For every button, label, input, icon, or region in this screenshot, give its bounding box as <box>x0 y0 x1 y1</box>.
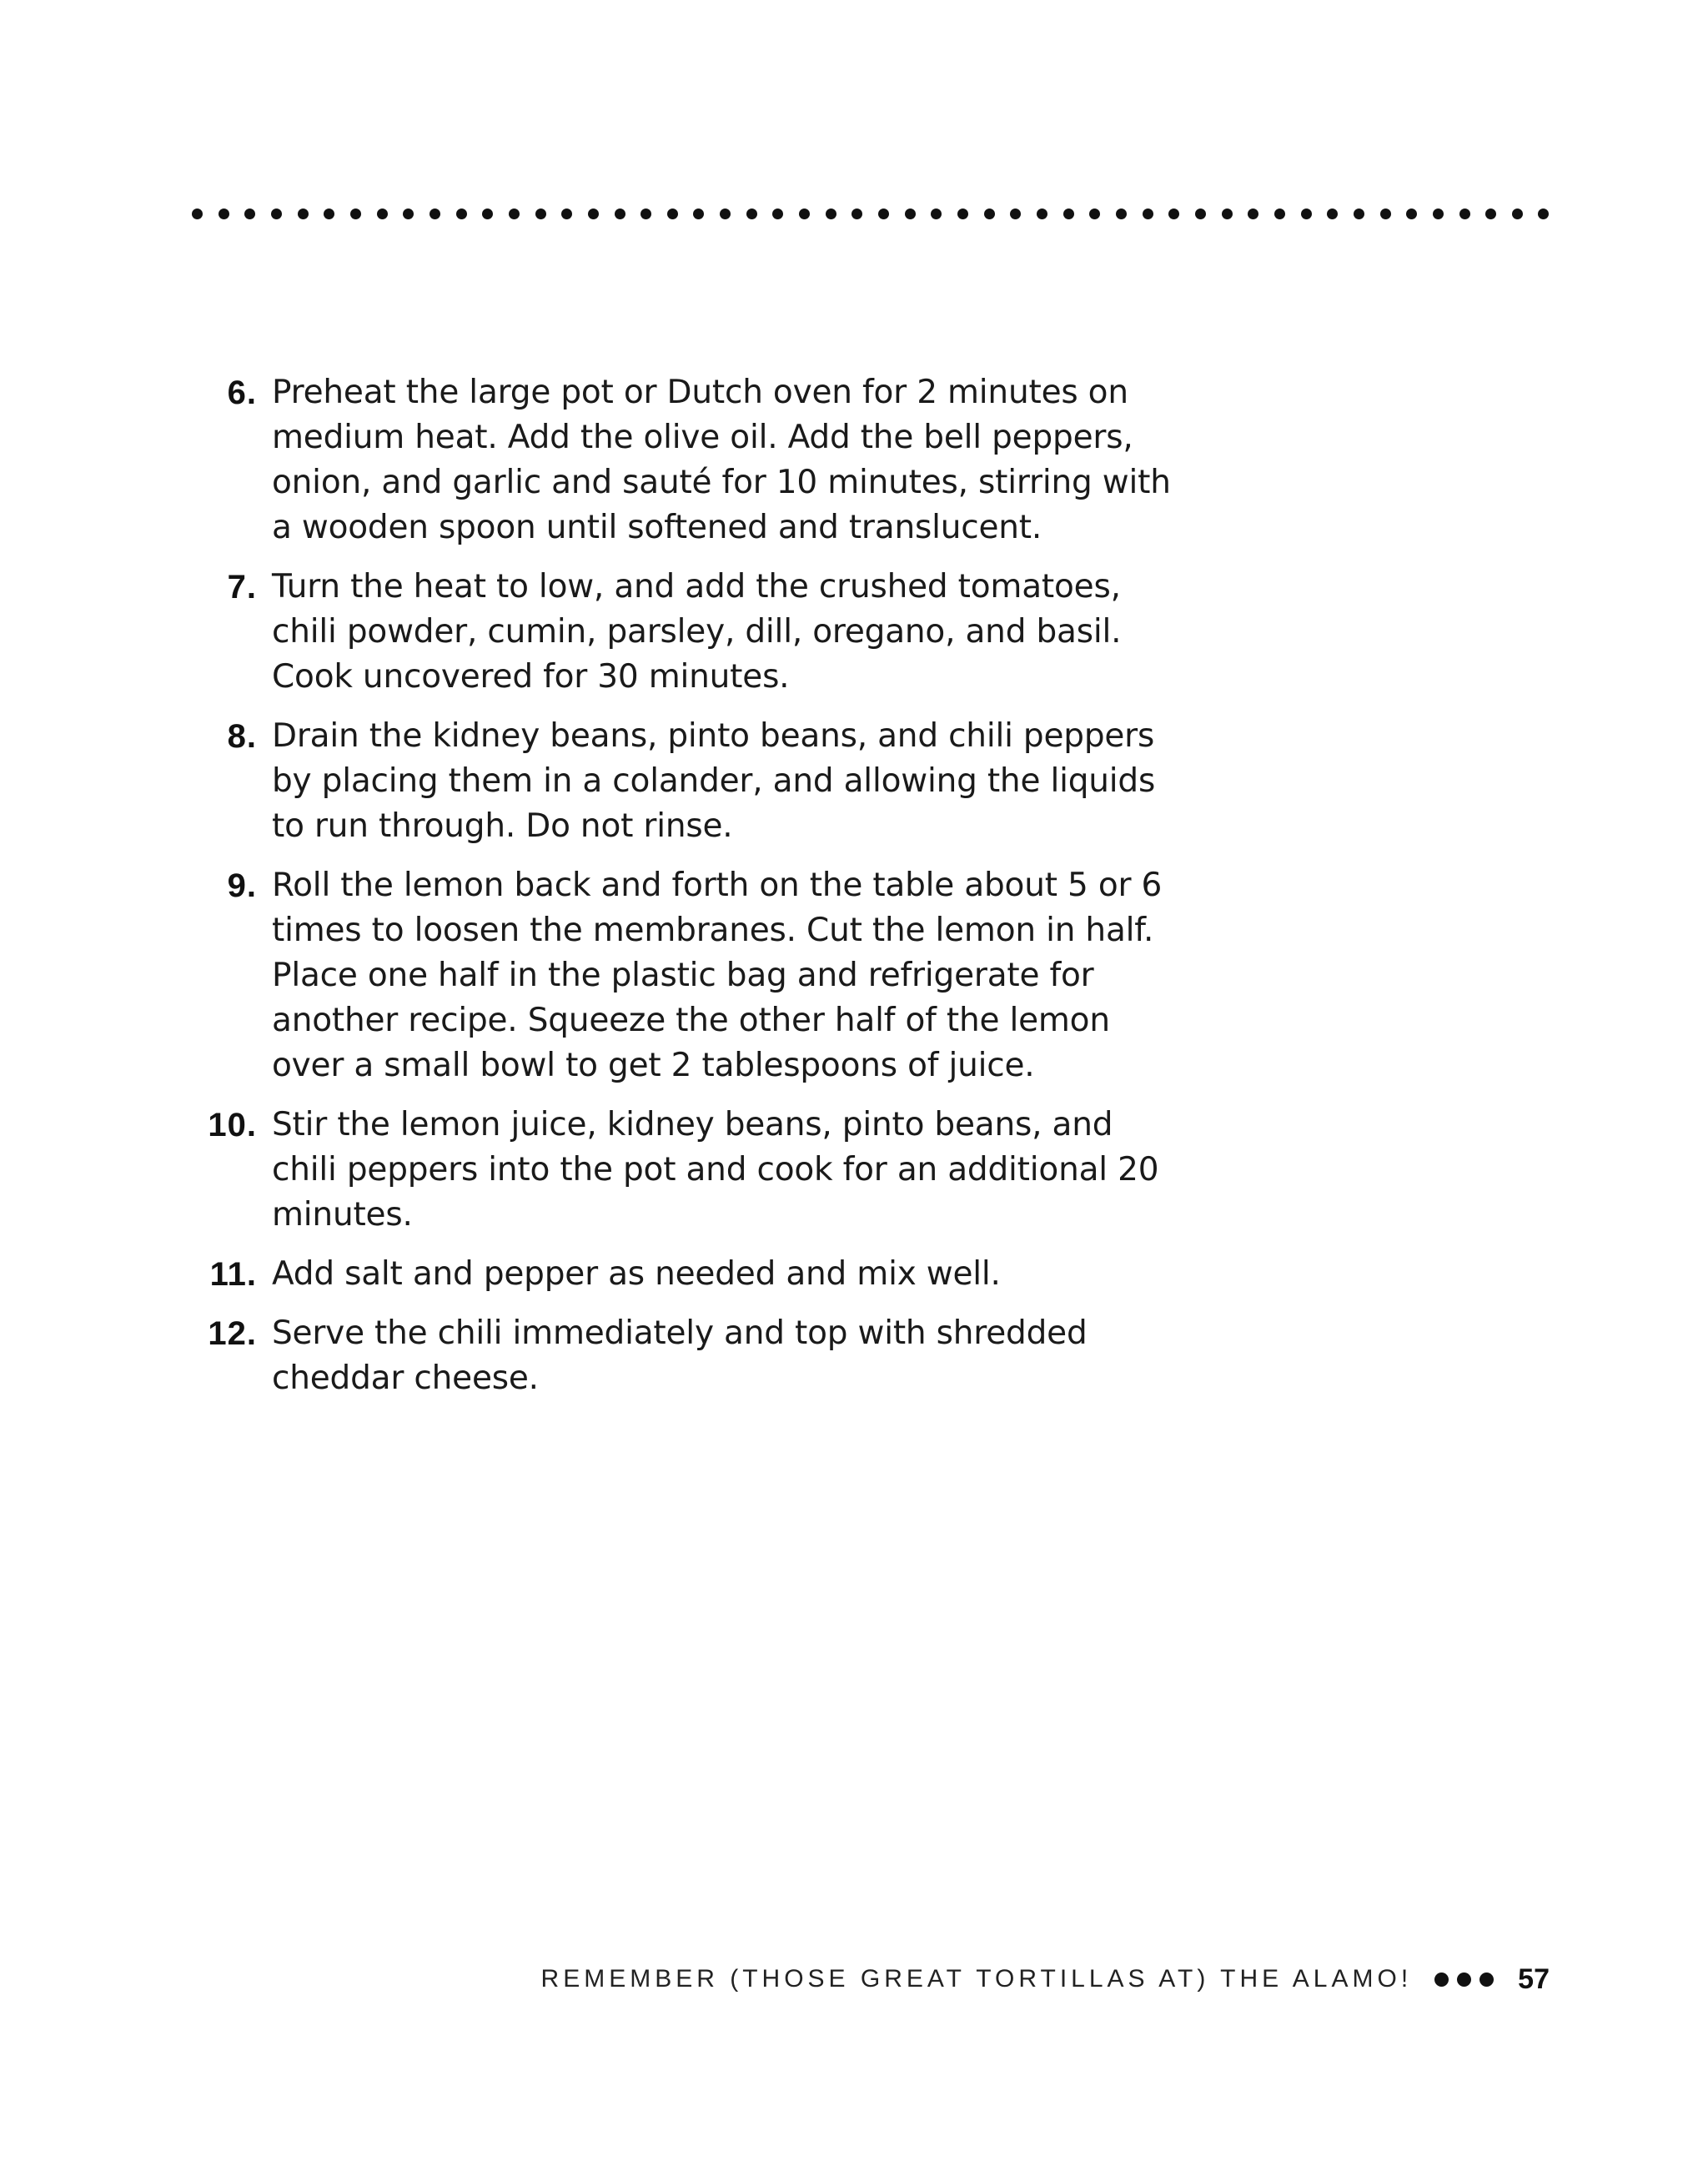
rule-dot <box>192 209 203 219</box>
step-text: Add salt and pepper as needed and mix well. <box>272 1255 1001 1293</box>
rule-dot <box>298 209 309 219</box>
instruction-step <box>190 1252 1174 1297</box>
instruction-step <box>190 1311 1174 1401</box>
rule-dot <box>1222 209 1233 219</box>
bullet-dot <box>1479 1973 1494 1987</box>
rule-dot <box>430 209 440 219</box>
rule-dot <box>1274 209 1285 219</box>
rule-dot <box>535 209 546 219</box>
rule-dot <box>984 209 995 219</box>
rule-dot <box>1037 209 1047 219</box>
bullet-dot <box>1457 1973 1471 1987</box>
step-text: Turn the heat to low, and add the crushed tomatoes, chili powder, cumin, parsley, dill, oregano, and basil. Cook uncovered for 30 minutes. <box>272 568 1122 696</box>
rule-dot <box>1406 209 1417 219</box>
rule-dot <box>1010 209 1021 219</box>
rule-dot <box>746 209 757 219</box>
step-number: 11. <box>209 1256 257 1293</box>
instruction-step <box>190 1103 1174 1238</box>
rule-dot <box>1380 209 1391 219</box>
rule-dot <box>456 209 467 219</box>
step-text: Stir the lemon juice, kidney beans, pinto beans, and chili peppers into the pot and cook for an additional 20 minutes. <box>272 1106 1159 1234</box>
instruction-step <box>190 565 1174 700</box>
rule-dot <box>667 209 678 219</box>
rule-dot <box>1354 209 1364 219</box>
rule-dot <box>878 209 889 219</box>
running-title: REMEMBER (THOSE GREAT TORTILLAS AT) THE ALAMO! <box>540 1965 1413 1993</box>
footer-dots <box>1430 1973 1498 1987</box>
rule-dot <box>640 209 651 219</box>
step-number: 6. <box>227 374 257 411</box>
rule-dot <box>588 209 599 219</box>
step-text: Drain the kidney beans, pinto beans, and chili peppers by placing them in a colander, and allowing the liquids to run through. Do not rinse. <box>272 717 1156 845</box>
rule-dot <box>957 209 968 219</box>
step-number: 10. <box>208 1107 257 1143</box>
rule-dot <box>1327 209 1338 219</box>
rule-dot <box>1063 209 1074 219</box>
rule-dot <box>1433 209 1444 219</box>
rule-dot <box>377 209 388 219</box>
decorative-dotted-rule <box>192 204 1550 224</box>
step-text: Serve the chili immediately and top with shredded cheddar cheese. <box>272 1314 1088 1397</box>
rule-dot <box>720 209 731 219</box>
step-text: Roll the lemon back and forth on the table about 5 or 6 times to loosen the membranes. Cut the lemon in half. Place one half in the plastic bag and refrigerate for another recipe. Squeeze the other half of the lemon over a small bowl to get 2 tablespoons of juice. <box>272 867 1163 1084</box>
rule-dot <box>1116 209 1127 219</box>
step-number: 8. <box>227 718 257 755</box>
rule-dot <box>772 209 783 219</box>
rule-dot <box>561 209 572 219</box>
rule-dot <box>482 209 493 219</box>
page-footer <box>541 1958 1550 2000</box>
instruction-step <box>190 863 1174 1088</box>
rule-dot <box>905 209 916 219</box>
rule-dot <box>851 209 862 219</box>
instruction-step <box>190 714 1174 849</box>
rule-dot <box>615 209 625 219</box>
step-number: 12. <box>208 1315 257 1352</box>
rule-dot <box>1485 209 1496 219</box>
step-number: 9. <box>227 867 257 904</box>
rule-dot <box>244 209 255 219</box>
rule-dot <box>931 209 942 219</box>
rule-dot <box>271 209 282 219</box>
step-text: Preheat the large pot or Dutch oven for 2 minutes on medium heat. Add the olive oil. Add the bell peppers, onion, and garlic and sauté for 10 minutes, stirring with a wooden spoon until softened and translucent. <box>272 374 1171 546</box>
rule-dot <box>826 209 836 219</box>
rule-dot <box>219 209 229 219</box>
rule-dot <box>1168 209 1179 219</box>
bullet-dot <box>1434 1973 1449 1987</box>
rule-dot <box>693 209 704 219</box>
rule-dot <box>1195 209 1206 219</box>
rule-dot <box>1301 209 1312 219</box>
rule-dot <box>350 209 361 219</box>
instruction-list <box>190 370 1174 1415</box>
rule-dot <box>1459 209 1470 219</box>
rule-dot <box>324 209 334 219</box>
rule-dot <box>1143 209 1153 219</box>
rule-dot <box>403 209 414 219</box>
rule-dot <box>1248 209 1258 219</box>
rule-dot <box>509 209 520 219</box>
rule-dot <box>799 209 810 219</box>
instruction-step <box>190 370 1174 550</box>
step-number: 7. <box>227 569 257 606</box>
rule-dot <box>1089 209 1100 219</box>
rule-dot <box>1538 209 1549 219</box>
rule-dot <box>1512 209 1523 219</box>
page-number: 57 <box>1518 1962 1550 1995</box>
